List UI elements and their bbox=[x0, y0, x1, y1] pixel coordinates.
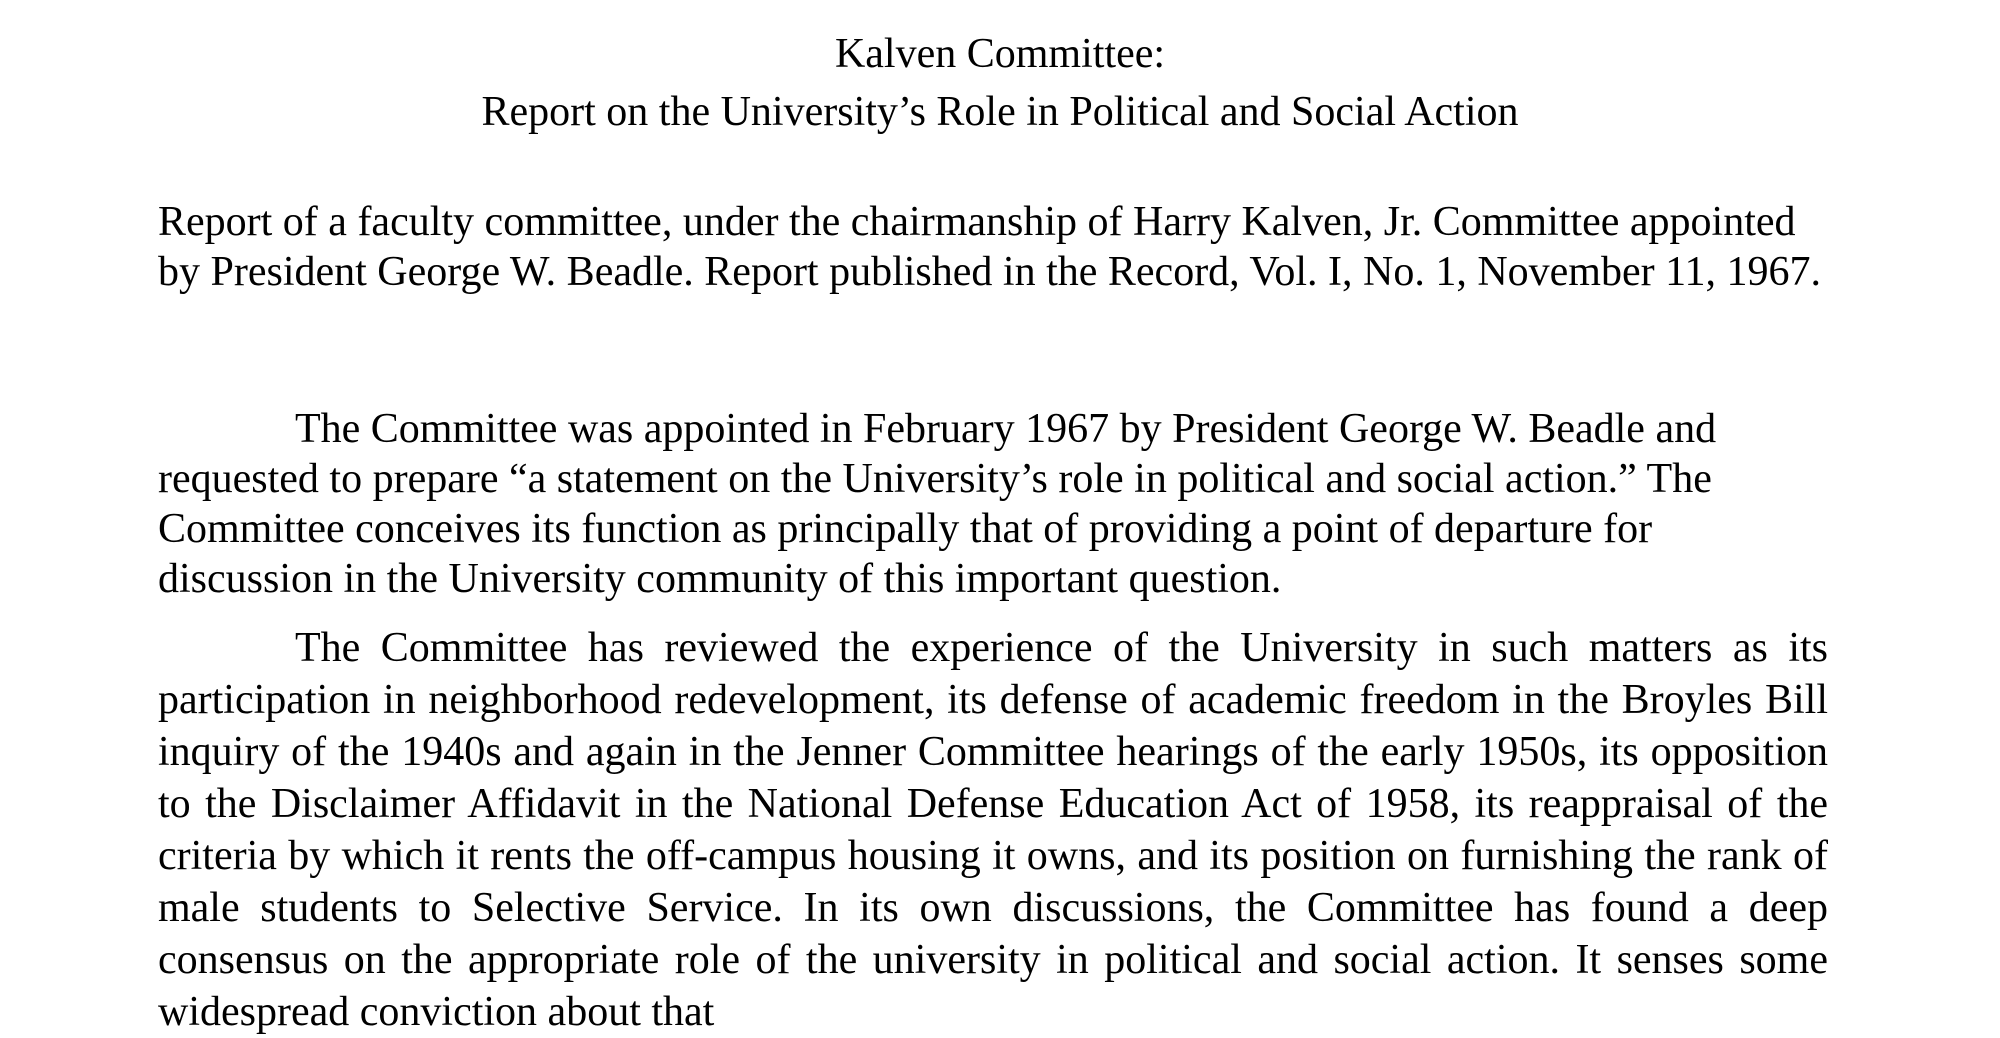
body-paragraph-1: The Committee was appointed in February 1967 by President George W. Beadle and requested to prepare “a statement on the University’s role in political and social action.” The Committee conceives its function as principally that of providing a point of departure for discussion in the University community of this important question. bbox=[158, 406, 1717, 602]
document-subtitle: Report on the University’s Role in Political and Social Action bbox=[481, 89, 1519, 135]
body-paragraph-2: The Committee has reviewed the experience of the University in such matters as its participation in neighborhood redevelopment, its defense of academic freedom in the Broyles Bill inquiry of the 1940s and again in the Jenner Committee hearings of the early 1950s, its opposition to the Disclaimer Affidavit in the National Defense Education Act of 1958, its reappraisal of the criteria by which it rents the off-campus housing it owns, and its position on furnishing the rank of male students to Selective Service. In its own discussions, the Committee has found a deep consensus on the appropriate role of the university in political and social action. It senses some widespread conviction about that bbox=[158, 625, 1828, 1035]
intro-paragraph: Report of a faculty committee, under the chairmanship of Harry Kalven, Jr. Committee appointed by President George W. Beadle. Report published in the Record, Vol. I, No. 1, November 11, 1967. bbox=[158, 199, 1822, 295]
document-title: Kalven Committee: bbox=[834, 31, 1166, 77]
